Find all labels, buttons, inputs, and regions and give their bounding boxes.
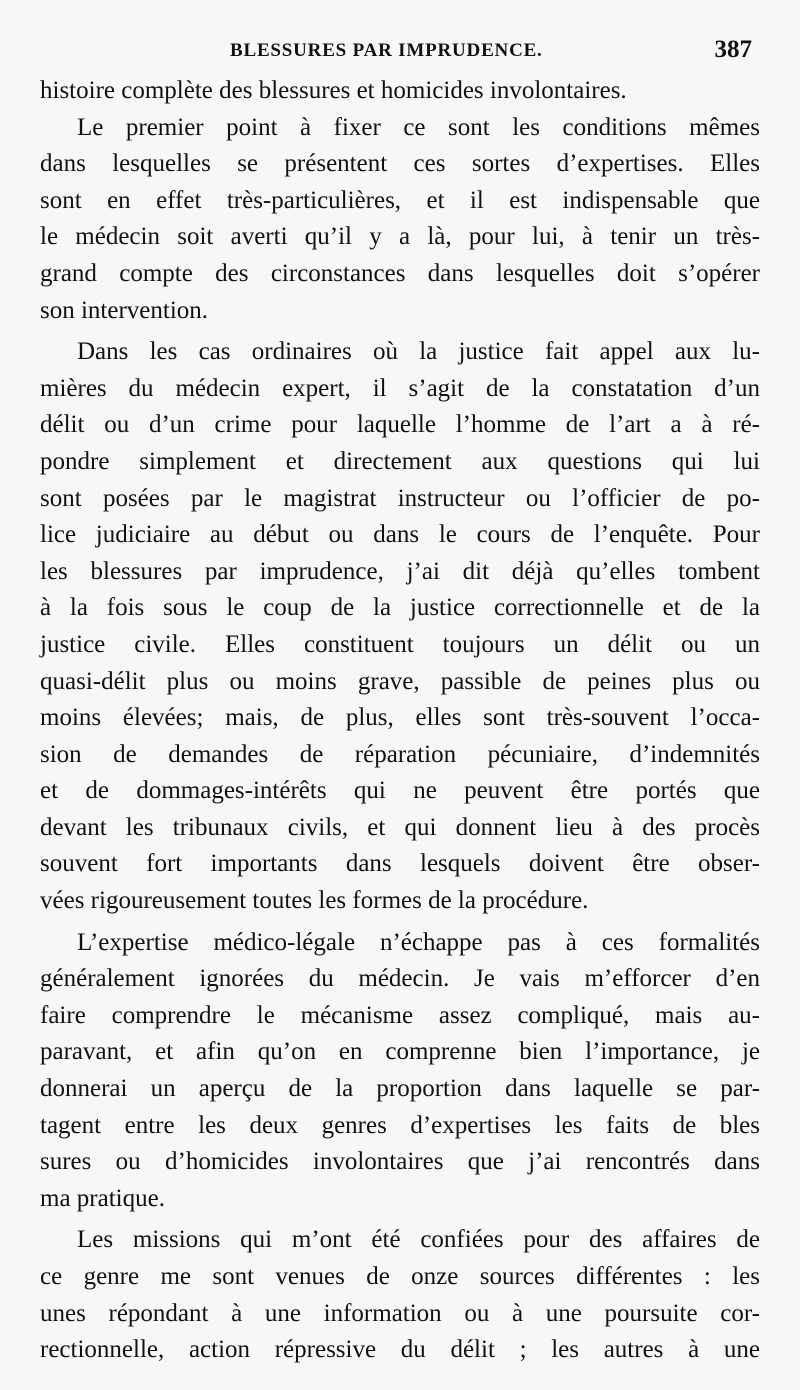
text-line: ma pratique. [40,1184,165,1212]
text-line: moins élevées; mais, de plus, elles sont très-souvent l’occa- [40,704,760,732]
text-line: grand compte des circonstances dans lesquelles doit s’opérer [40,259,760,287]
text-line: devant les tribunaux civils, et qui donnent lieu à des procès [40,813,760,841]
text-line: unes répondant à une information ou à une poursuite cor- [40,1299,760,1327]
running-head: BLESSURES PAR IMPRUDENCE. [230,40,543,61]
text-line: ce genre me sont venues de onze sources différentes : les [40,1263,760,1290]
text-line: Dans les cas ordinaires où la justice fait appel aux lu- [77,338,760,366]
page-header [40,36,760,76]
text-line: lice judiciaire au début ou dans le cours de l’enquête. Pour [40,521,760,549]
text-line: sont posées par le magistrat instructeur ou l’officier de po- [40,484,760,512]
paragraph [40,73,760,110]
body-text [40,73,760,1369]
text-line: tagent entre les deux genres d’expertises les faits de bles [40,1111,760,1139]
paragraph [40,925,760,1218]
text-line: généralement ignorées du médecin. Je vais m’efforcer d’en [40,965,760,993]
text-line: L’expertise médico-légale n’échappe pas à ces formalités [77,928,760,956]
text-line: les blessures par imprudence, j’ai dit déjà qu’elles tombent [40,557,760,585]
text-line: délit ou d’un crime pour laquelle l’homme de l’art a à ré- [40,411,760,439]
paragraph [40,1222,760,1368]
text-line: faire comprendre le mécanisme assez compliqué, mais au- [40,1001,760,1029]
text-line: à la fois sous le coup de la justice correctionnelle et de la [40,594,760,622]
paragraph [40,110,760,330]
text-line: sures ou d’homicides involontaires que j’ai rencontrés dans [40,1148,760,1176]
text-line: dans lesquelles se présentent ces sortes d’expertises. Elles [40,150,760,178]
text-line: son intervention. [40,296,209,324]
text-line: Le premier point à fixer ce sont les conditions mêmes [77,113,760,141]
text-line: justice civile. Elles constituent toujours un délit ou un [40,630,760,658]
text-line: souvent fort importants dans lesquels doivent être obser- [40,850,760,878]
text-line: mières du médecin expert, il s’agit de la constatation d’un [40,374,760,402]
text-line: le médecin soit averti qu’il y a là, pour lui, à tenir un très- [40,223,760,251]
text-line: rectionnelle, action répressive du délit ; les autres à une [40,1336,760,1364]
text-line: quasi-délit plus ou moins grave, passible de peines plus ou [40,667,760,695]
text-line: et de dommages-intérêts qui ne peuvent être portés que [40,777,760,805]
paragraph [40,334,760,920]
text-line: Les missions qui m’ont été confiées pour des affaires de [77,1226,760,1254]
text-line: sion de demandes de réparation pécuniaire, d’indemnités [40,740,760,768]
text-line: donnerai un aperçu de la proportion dans laquelle se par- [40,1075,760,1103]
text-line: histoire complète des blessures et homicides involontaires. [40,77,627,104]
page-number: 387 [714,36,752,63]
text-line: vées rigoureusement toutes les formes de la procédure. [40,887,589,915]
text-line: paravant, et afin qu’on en comprenne bien l’importance, je [40,1038,760,1066]
text-line: sont en effet très-particulières, et il est indispensable que [40,186,760,214]
text-line: pondre simplement et directement aux questions qui lui [40,447,760,475]
